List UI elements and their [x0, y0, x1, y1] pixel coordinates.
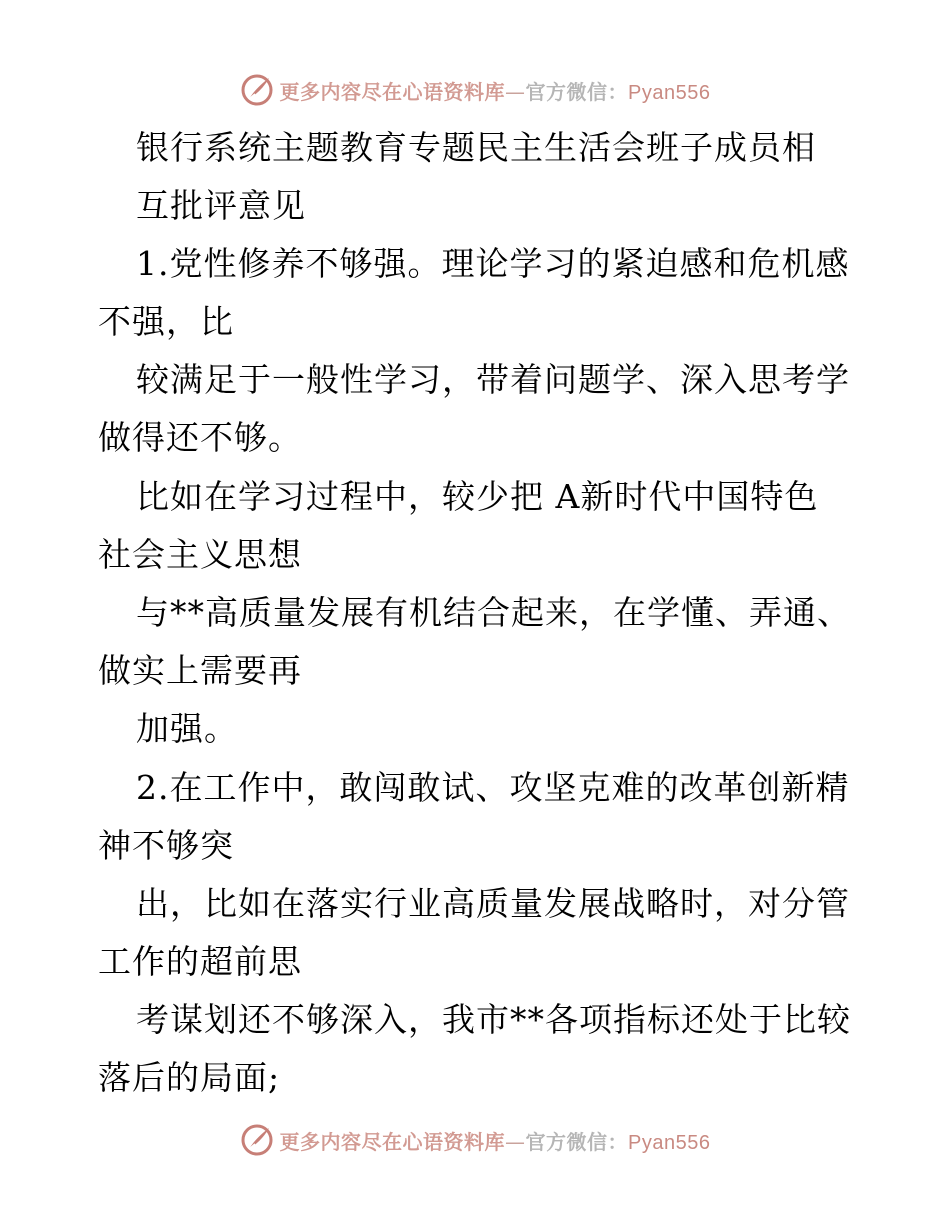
paragraph-line: 做得还不够。 [98, 418, 302, 457]
paragraph-line: 做实上需要再 [98, 651, 302, 690]
watermark-separator: — [505, 1129, 526, 1154]
footer-watermark [0, 1120, 950, 1160]
paragraph-line: 不强，比 [98, 302, 234, 341]
paragraph-line: 2.在工作中，敢闯敢试、攻坚克难的改革创新精 [136, 768, 850, 807]
paragraph-line: 社会主义思想 [98, 535, 302, 574]
paragraph-line: 加强。 [136, 709, 238, 748]
watermark-text [280, 1126, 711, 1155]
title-line-1: 银行系统主题教育专题民主生活会班子成员相 [136, 128, 816, 167]
paragraph-line: 与**高质量发展有机结合起来，在学懂、弄通、 [136, 593, 851, 632]
paragraph-line: 落后的局面; [98, 1058, 281, 1097]
watermark-separator: — [505, 79, 526, 104]
paragraph-line: 神不够突 [98, 826, 234, 865]
paragraph-line: 出，比如在落实行业高质量发展战略时，对分管 [136, 884, 850, 923]
paragraph-line: 工作的超前思 [98, 942, 302, 981]
watermark-brand: 更多内容尽在心语资料库 [279, 79, 506, 104]
watermark-id: Pyan556 [628, 1131, 711, 1154]
feather-pen-logo-icon [240, 1123, 274, 1157]
paragraph-line: 1.党性修养不够强。理论学习的紧迫感和危机感 [136, 244, 850, 283]
paragraph-line: 比如在学习过程中，较少把 A新时代中国特色 [136, 477, 819, 516]
paragraph-line: 较满足于一般性学习，带着问题学、深入思考学 [136, 360, 850, 399]
paragraph-line: 考谋划还不够深入，我市**各项指标还处于比较 [136, 1000, 851, 1039]
watermark-label: 官方微信： [525, 79, 629, 104]
watermark-id: Pyan556 [628, 81, 711, 104]
title-line-2: 互批评意见 [136, 186, 306, 225]
watermark-brand: 更多内容尽在心语资料库 [279, 1129, 506, 1154]
watermark-label: 官方微信： [525, 1129, 629, 1154]
